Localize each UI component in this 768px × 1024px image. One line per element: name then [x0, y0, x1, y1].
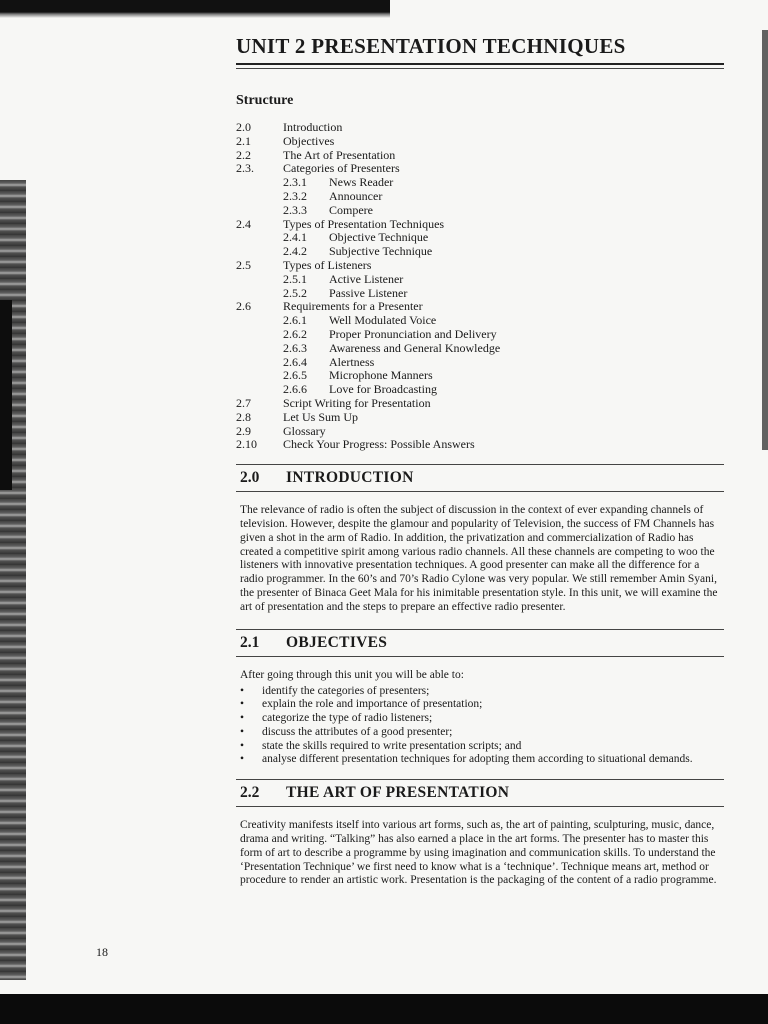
toc-entry — [236, 218, 724, 232]
objective-text: state the skills required to write presentation scripts; and — [262, 739, 522, 752]
toc-subnumber: 2.3.2 — [283, 188, 307, 203]
toc-entry — [236, 259, 724, 273]
toc-title: Introduction — [283, 120, 343, 134]
toc-subentry — [236, 287, 724, 301]
unit-title: UNIT 2 PRESENTATION TECHNIQUES — [236, 34, 724, 65]
toc-title: Types of Listeners — [283, 257, 372, 272]
toc-subtitle: Love for Broadcasting — [329, 382, 437, 397]
toc-subnumber: 2.6.3 — [283, 340, 307, 355]
toc-subtitle: Alertness — [329, 354, 375, 369]
toc-subtitle: Announcer — [329, 188, 383, 203]
toc-title: Let Us Sum Up — [283, 409, 358, 424]
toc-subentry — [236, 245, 724, 259]
toc-subtitle: Subjective Technique — [329, 244, 433, 259]
objective-item — [240, 698, 724, 712]
toc-number: 2.0 — [236, 120, 251, 134]
toc-subnumber: 2.6.2 — [283, 326, 307, 341]
bullet-icon: • — [240, 712, 245, 725]
toc-subnumber: 2.5.2 — [283, 285, 307, 300]
toc-subtitle: Passive Listener — [329, 285, 408, 300]
section-title: THE ART OF PRESENTATION — [286, 784, 510, 802]
toc-title: Types of Presentation Techniques — [283, 216, 445, 231]
toc-number: 2.3. — [236, 161, 254, 176]
toc-subentry — [236, 204, 724, 218]
objective-text: categorize the type of radio listeners; — [262, 712, 433, 725]
scan-edge-top — [0, 0, 390, 18]
toc-subnumber: 2.4.1 — [283, 230, 307, 245]
document-page — [236, 34, 724, 888]
toc-entry — [236, 425, 724, 439]
toc-subnumber: 2.6.4 — [283, 354, 307, 369]
section-number: 2.1 — [240, 633, 260, 651]
scan-edge-right — [762, 30, 768, 450]
section-heading-objectives — [236, 629, 724, 657]
toc-subtitle: Awareness and General Knowledge — [329, 340, 501, 355]
section-number: 2.2 — [240, 784, 260, 802]
toc-subnumber: 2.6.1 — [283, 313, 307, 328]
toc-entry — [236, 162, 724, 176]
objective-item — [240, 685, 724, 699]
toc-subentry — [236, 383, 724, 397]
toc-title: Requirements for a Presenter — [283, 299, 423, 314]
toc-subtitle: Active Listener — [329, 271, 404, 286]
toc-subentry — [236, 369, 724, 383]
toc-number: 2.6 — [236, 299, 251, 314]
bullet-icon: • — [240, 725, 245, 738]
objective-item — [240, 753, 724, 767]
bullet-icon: • — [240, 753, 245, 766]
introduction-paragraph: The relevance of radio is often the subject of discussion in the context of ever expanding channels of television. However, despite the glamour and popularity of Television, the success of FM Channels has given a shot in the arm of Radio. In addition, the privatization and commercialization of Radio has created a competitive spirit among various radio channels. All these channels are competing to woo the listeners with innovative presentation techniques. A good presenter can make all the difference for a radio programmer. In the 60’s and 70’s Radio Cylone was very popular. We still remember Amin Syani, the presenter of Binaca Geet Mala for his inimitable presentation style. In this unit, we will examine the art of presentation and the steps to prepare an effective radio presenter. — [240, 504, 718, 613]
toc-subentry — [236, 328, 724, 342]
objective-text: analyse different presentation techniques for adopting them according to situational demands. — [262, 753, 693, 766]
section-heading-art-of-presentation — [236, 779, 724, 807]
toc-subnumber: 2.3.1 — [283, 175, 307, 190]
objectives-lead: After going through this unit you will be able to: — [240, 668, 464, 681]
toc-subnumber: 2.5.1 — [283, 271, 307, 286]
objectives-list — [240, 685, 724, 768]
toc-subentry — [236, 176, 724, 190]
toc-entry — [236, 135, 724, 149]
toc-subentry — [236, 231, 724, 245]
objective-text: discuss the attributes of a good presenter; — [262, 725, 453, 738]
toc-subentry — [236, 273, 724, 287]
toc-title: Script Writing for Presentation — [283, 395, 431, 410]
objective-item — [240, 740, 724, 754]
toc-entry — [236, 438, 724, 452]
toc-subnumber: 2.4.2 — [283, 244, 307, 259]
objective-item — [240, 712, 724, 726]
toc-number: 2.2 — [236, 147, 251, 162]
toc-number: 2.9 — [236, 423, 251, 438]
toc-entry — [236, 300, 724, 314]
objective-text: explain the role and importance of presentation; — [262, 698, 483, 711]
toc-number: 2.10 — [236, 437, 257, 452]
toc-subentry — [236, 190, 724, 204]
art-paragraph: Creativity manifests itself into various art forms, such as, the art of painting, sculpturing, music, dance, drama and writing. “Talking” has also earned a place in the art forms. The presenter has to master this form of art to describe a programme by using imagination and communication skills. To understand the ‘Presentation Technique’ we first need to know what is a ‘technique’. Technique means art, method or procedure to render an artistic work. Presentation is the packaging of the content of a radio programme. — [240, 819, 717, 887]
toc-subnumber: 2.3.3 — [283, 202, 307, 217]
toc-title: The Art of Presentation — [283, 147, 396, 162]
scan-edge-left-dark — [0, 300, 12, 490]
toc-entry — [236, 121, 724, 135]
toc-subentry — [236, 356, 724, 370]
toc-subentry — [236, 314, 724, 328]
toc-number: 2.8 — [236, 409, 251, 424]
toc-title: Glossary — [283, 423, 326, 438]
toc-subentry — [236, 342, 724, 356]
toc-title: Categories of Presenters — [283, 161, 400, 176]
toc-subtitle: Proper Pronunciation and Delivery — [329, 326, 497, 341]
scan-edge-bottom — [0, 994, 768, 1024]
toc-subtitle: Objective Technique — [329, 230, 429, 245]
toc-subnumber: 2.6.5 — [283, 368, 307, 383]
bullet-icon: • — [240, 739, 245, 752]
section-heading-introduction — [236, 464, 724, 492]
toc-entry — [236, 149, 724, 163]
toc-entry — [236, 397, 724, 411]
structure-heading: Structure — [236, 93, 294, 108]
title-rule — [236, 68, 724, 69]
section-number: 2.0 — [240, 469, 260, 487]
toc-title: Objectives — [283, 133, 335, 148]
toc-subtitle: Compere — [329, 202, 373, 217]
section-title: INTRODUCTION — [286, 469, 414, 487]
toc-subtitle: Well Modulated Voice — [329, 313, 437, 328]
toc-subtitle: Microphone Manners — [329, 368, 433, 383]
toc-title: Check Your Progress: Possible Answers — [283, 437, 475, 452]
section-title: OBJECTIVES — [286, 633, 388, 651]
objective-text: identify the categories of presenters; — [262, 684, 430, 697]
page-number: 18 — [96, 945, 108, 959]
toc-subnumber: 2.6.6 — [283, 382, 307, 397]
objective-item — [240, 726, 724, 740]
bullet-icon: • — [240, 698, 245, 711]
table-of-contents — [236, 121, 724, 452]
toc-number: 2.5 — [236, 257, 251, 272]
toc-number: 2.7 — [236, 395, 251, 410]
bullet-icon: • — [240, 684, 245, 697]
toc-entry — [236, 411, 724, 425]
toc-subtitle: News Reader — [329, 175, 394, 190]
toc-number: 2.1 — [236, 133, 251, 148]
toc-number: 2.4 — [236, 216, 251, 231]
